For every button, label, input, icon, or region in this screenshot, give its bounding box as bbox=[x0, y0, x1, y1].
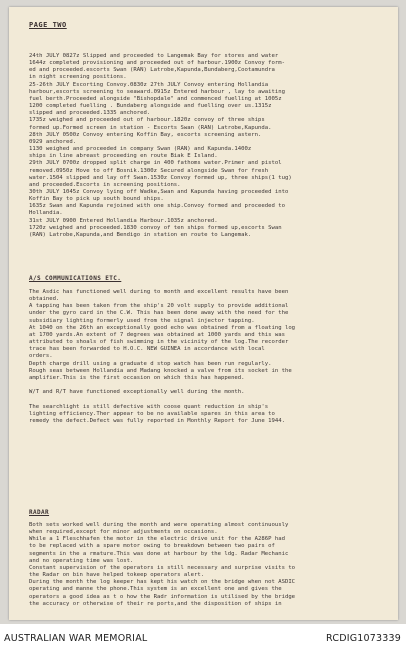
archive-footer bbox=[0, 624, 406, 654]
institution-name: AUSTRALIAN WAR MEMORIAL bbox=[4, 633, 148, 644]
radar-heading: RADAR bbox=[29, 509, 50, 516]
record-id: RCDIG1073339 bbox=[326, 633, 401, 644]
page-title: PAGE TWO bbox=[29, 21, 67, 29]
radar-text: Both sets worked well during the month and were operating almost continuously when required,except for minor adjustments on occasions. While a 1 Fleschhafen the motor in the electric drive unit for the A286P had to be replaced with a spare motor owing to breakdown between two pairs of segments in the a rmature.This was done at harbour by the ldg. Radar Mechanic and no operating time was lost. Constant supervision of the operators is still necessary and surprise visits to the Radar on bin have helped tokeep operators alert. During the month the log keeper has kept his watch on the bridge when not ASDIC operating and manne the phone.This system is an excellent one and gives the operators a good idea as t o how the Radr information is utilised by the bridge the accuracy or otherwise of their re ports,and the disposition of ships in bbox=[29, 522, 296, 607]
communications-heading: A/S COMMUNICATIONS ETC. bbox=[29, 275, 122, 282]
narrative-log-text: 24th JULY 0827z Slipped and proceeded to Langemak Bay for stores and water 1644z completed provisioning and proceeded out of harbour.1900z Convoy form- ed and proceeded.escorts Swan (RAN) Latrobe,Kapunda,Bundaberg,Cootamundra in night screening positions. 25-26th JULY Escorting Convoy.0830z 27th JULY Convoy entering Hollandia harbour,escorts screening to seaward.0915z Entered harbour , lay to awaiting fuel berth.Proceeded alongside "Bishopdale" and commenced fuelling at 1005z 1200 completed fuelling . Bundaberg alongside and fuelling over us.1315z slipped and proceeded.1335 anchored. 1735z weighed and proceeded out of harbour.1820z convoy of three ships formed up.Formed screen in station - Escorts Swan (RAN) Latrobe,Kapunda. 28th JULY 0500z Convoy entering Koffin Bay, escorts screening astern. 0929 anchored. 1130 weighed and proceeded in company Swan (RAN) and Kapunda.1400z ships in line abreast proceeding en route Biak E Island. 29th JULY 0700z dropped split charge in 400 fathoms water.Primer and pistol removed.0950z Hove to off Bosnik.1300z Secured alongside Swan for fresh water.1504 slipped and lay off Swan.1530z Convoy formed up, three ships(1 tug) and proceeded.Escorts in screening positions. 30th JULY 1045z Convoy lying off Wadke,Swan and Kapunda having proceeded into Koffin Bay to pick up south bound ships. 1635z Swan and Kapunda rejoined with one ship.Convoy formed and proceeded to Hollandia. 31st JULY 0900 Entered Hollandia Harbour.1035z anchored. 1720z weighed and proceeded.1830 convoy of ten ships formed up,escorts Swan (RAN) Latrobe,Kapunda,and Bendigo in station en route to Langemak. bbox=[29, 53, 292, 238]
communications-text: The Asdic has functioned well during to month and excellent results have been obtained. A tapping has been taken from the ship's 20 volt supply to provide additional under the gyro card in the C.W. This has been done away with the need for the subsidiary lighting formerly used from the signal injector tapping. At 1040 on the 26th an exceptionally good echo was obtained from a floating log at 1700 yards.An extent of 7 degrees was obtained at 1000 yards and this was attributed to shoals of fish swimming in the vicinity of the log.The recorder trace has been forwarded to H.O.C. NEW GUINEA in accordance with local orders. Depth charge drill using a graduate d stop watch has been run regularly. Rough seas between Hollandia and Madang knocked a valve from its socket in the amplifier.This is the first occasion on which this has happened. W/T and R/T have functioned exceptionally well during the month. The searchlight is still defective with coose quant reduction in ship's lighting efficiency.Ther appear to be no available spares in this area to remedy the defect.Defect was fully reported in Monthly Report for June 1944. bbox=[29, 289, 296, 424]
document-page bbox=[9, 7, 398, 620]
